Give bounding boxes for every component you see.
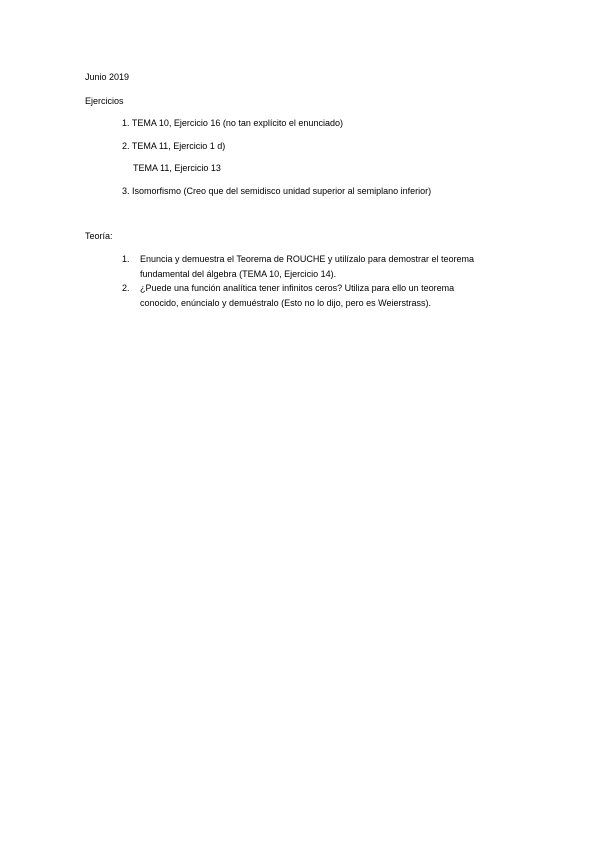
- theory-item-1-number: 1.: [122, 254, 130, 264]
- exercise-item-3: 3. Isomorfismo (Creo que del semidisco unidad superior al semiplano inferior): [122, 186, 432, 196]
- document-date: Junio 2019: [85, 72, 130, 82]
- theory-item-1-line-2: fundamental del álgebra (TEMA 10, Ejercicio 14).: [140, 269, 337, 279]
- theory-heading: Teoría:: [85, 231, 113, 241]
- exercise-item-2: 2. TEMA 11, Ejercicio 1 d): [122, 141, 226, 151]
- exercise-item-2-sub: TEMA 11, Ejercicio 13: [133, 163, 221, 173]
- theory-item-2-number: 2.: [122, 283, 130, 293]
- exercise-item-1: 1. TEMA 10, Ejercicio 16 (no tan explícito el enunciado): [122, 118, 343, 128]
- theory-item-2-line-2: conocido, enúncialo y demuéstralo (Esto no lo dijo, pero es Weierstrass).: [140, 298, 431, 308]
- theory-item-1-line-1: Enuncia y demuestra el Teorema de ROUCHE y utilízalo para demostrar el teorema: [140, 254, 474, 264]
- exercises-heading: Ejercicios: [85, 96, 124, 106]
- theory-item-2-line-1: ¿Puede una función analítica tener infinitos ceros? Utiliza para ello un teorema: [140, 283, 455, 293]
